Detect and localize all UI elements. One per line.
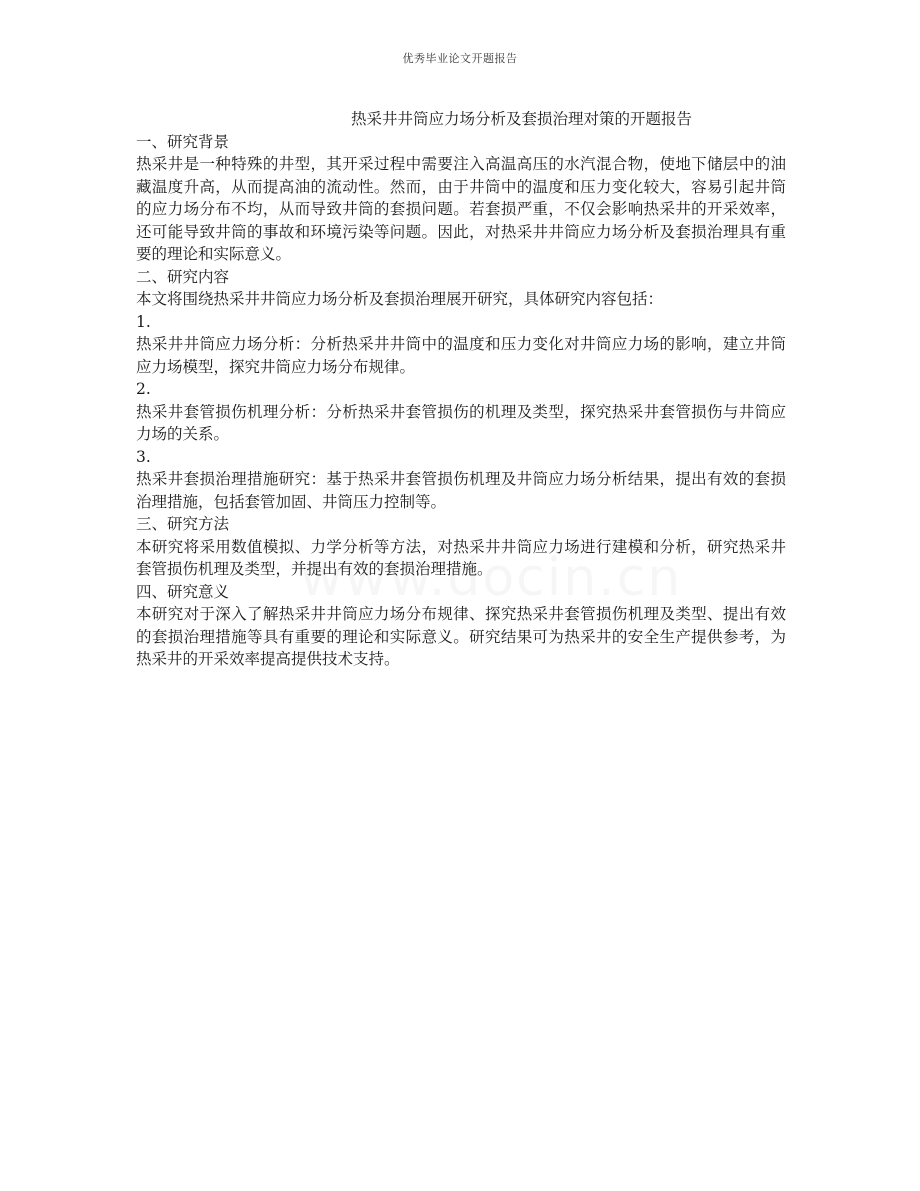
section-heading-significance: 四、研究意义 bbox=[136, 582, 230, 601]
significance-paragraph: 本研究对于深入了解热采井井筒应力场分布规律、探究热采井套管损伤机理及类型、提出有效的套损治理措施等具有重要的理论和实际意义。研究结果可为热采井的安全生产提供参考，为热采井的开采效率提高提供技术支持。 bbox=[136, 605, 786, 668]
content-intro: 本文将围绕热采井井筒应力场分析及套损治理展开研究，具体研究内容包括： bbox=[136, 290, 664, 308]
item-number-3: 3. bbox=[136, 447, 151, 466]
section-heading-methods: 三、研究方法 bbox=[136, 515, 230, 533]
background-paragraph: 热采井是一种特殊的井型，其开采过程中需要注入高温高压的水汽混合物，使地下储层中的油藏温度升高，从而提高油的流动性。然而，由于井筒中的温度和压力变化较大，容易引起井筒的应力场分布不均，从而导致井筒的套损问题。若套损严重，不仅会影响热采井的开采效率，还可能导致井筒的事故和环境污染等问题。因此，对热采井井筒应力场分析及套损治理具有重要的理论和实际意义。 bbox=[136, 155, 786, 263]
section-heading-content: 二、研究内容 bbox=[136, 267, 230, 286]
item-number-1: 1. bbox=[136, 312, 151, 331]
page-header: 优秀毕业论文开题报告 bbox=[402, 52, 518, 65]
item-text-3: 热采井套损治理措施研究：基于热采井套管损伤机理及井筒应力场分析结果，提出有效的套损治理措施，包括套管加固、井筒压力控制等。 bbox=[136, 470, 786, 511]
document-title: 热采井井筒应力场分析及套损治理对策的开题报告 bbox=[351, 110, 693, 128]
document-body bbox=[136, 108, 786, 671]
item-text-2: 热采井套管损伤机理分析：分析热采井套管损伤的机理及类型，探究热采井套管损伤与井筒应力场的关系。 bbox=[136, 402, 786, 443]
item-number-2: 2. bbox=[136, 380, 151, 398]
section-heading-background: 一、研究背景 bbox=[136, 132, 230, 151]
item-text-1: 热采井井筒应力场分析：分析热采井井筒中的温度和压力变化对井筒应力场的影响，建立井筒应力场模型，探究井筒应力场分布规律。 bbox=[136, 335, 786, 376]
methods-paragraph: 本研究将采用数值模拟、力学分析等方法，对热采井井筒应力场进行建模和分析，研究热采井套管损伤机理及类型，并提出有效的套损治理措施。 bbox=[136, 537, 786, 578]
